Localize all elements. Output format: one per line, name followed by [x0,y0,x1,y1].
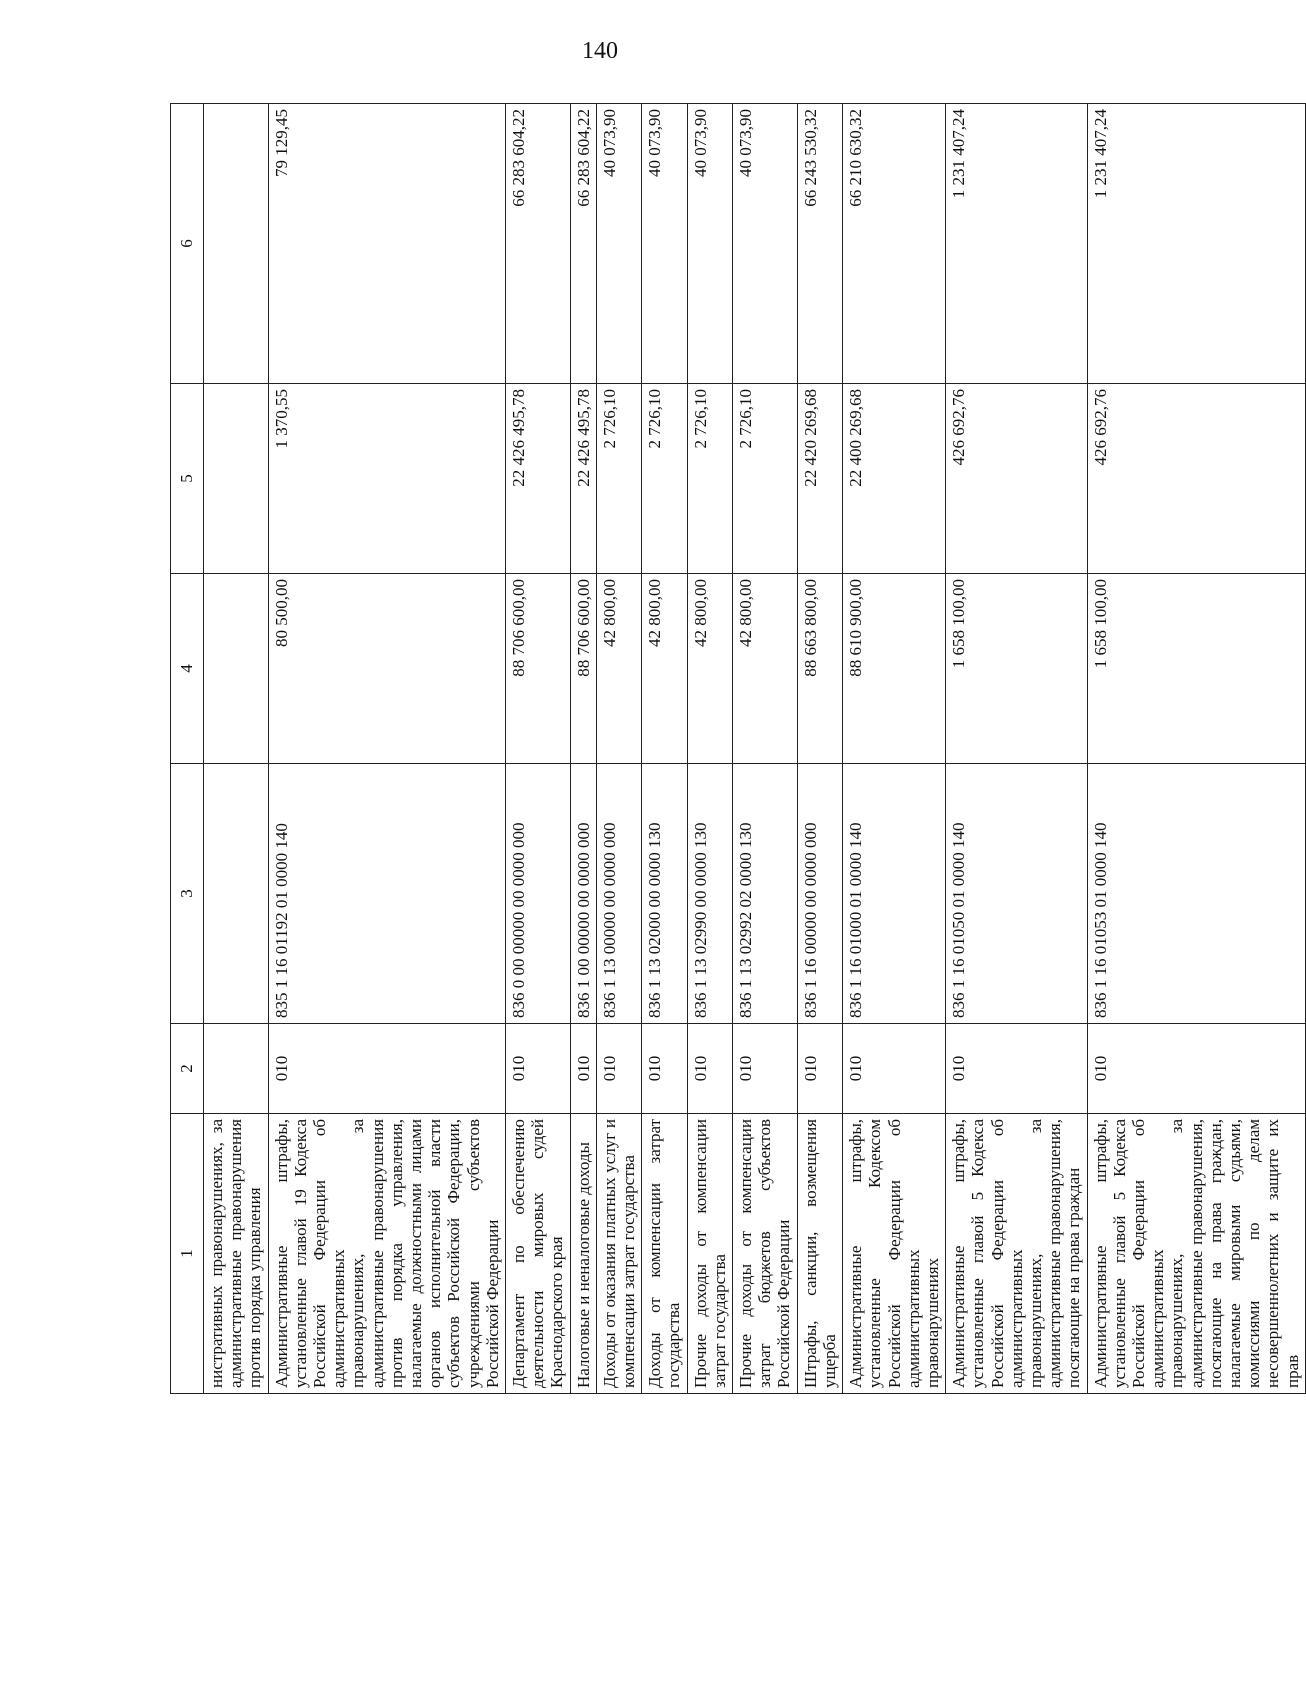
row-col5-value: 426 692,76 [1087,384,1305,574]
row-description: Административные штрафы, установленные главой 5 Кодекса Российской Федерации об административных правонарушениях, за административные правонарушения, посягающие на права граждан [946,1114,1087,1394]
row-col4-value: 88 706 600,00 [570,574,596,764]
row-col6-value: 66 283 604,22 [506,104,571,384]
table-row [506,104,571,1394]
column-header: 5 [171,384,204,574]
row-budget-code: 836 0 00 00000 00 0000 000 [506,764,571,1024]
row-col4-value: 42 800,00 [642,574,687,764]
row-col5-value: 2 726,10 [687,384,732,574]
row-col4-value: 42 800,00 [687,574,732,764]
column-header: 6 [171,104,204,384]
table-row [733,104,798,1394]
row-budget-code: 836 1 16 01050 01 0000 140 [946,764,1087,1024]
header-row [171,104,204,1394]
row-budget-code: 836 1 13 02000 00 0000 130 [642,764,687,1024]
row-budget-code: 836 1 13 02990 00 0000 130 [687,764,732,1024]
row-col5-value: 2 726,10 [596,384,641,574]
row-code: 010 [733,1024,798,1114]
column-header: 4 [171,574,204,764]
row-description: Налоговые и неналоговые доходы [570,1114,596,1394]
row-col5-value: 22 400 269,68 [843,384,946,574]
row-col5-value: 426 692,76 [946,384,1087,574]
row-code: 010 [506,1024,571,1114]
row-col4-value [204,574,269,764]
row-col6-value: 66 210 630,32 [843,104,946,384]
row-budget-code: 836 1 16 01000 01 0000 140 [843,764,946,1024]
row-col5-value: 2 726,10 [733,384,798,574]
row-col4-value: 88 610 900,00 [843,574,946,764]
row-code: 010 [1087,1024,1305,1114]
row-code: 010 [687,1024,732,1114]
row-col4-value: 1 658 100,00 [946,574,1087,764]
row-col6-value: 1 231 407,24 [1087,104,1305,384]
row-description: Доходы от оказания платных услуг и компенсации затрат государства [596,1114,641,1394]
row-col4-value: 42 800,00 [733,574,798,764]
row-col6-value: 79 129,45 [268,104,505,384]
row-description: Административные штрафы, установленные главой 5 Кодекса Российской Федерации об административных правонарушениях, за административные правонарушения, посягающие на права граждан, налагаемые мировыми судьями, комиссиями по делам несовершеннолетних и защите их прав [1087,1114,1305,1394]
row-code [204,1024,269,1114]
row-col4-value: 80 500,00 [268,574,505,764]
table-row [797,104,842,1394]
row-budget-code: 836 1 16 01053 01 0000 140 [1087,764,1305,1024]
row-col4-value: 42 800,00 [596,574,641,764]
row-description: нистративных правонарушениях, за административные правонарушения против порядка управления [204,1114,269,1394]
row-description: Доходы от компенсации затрат государства [642,1114,687,1394]
row-col6-value: 40 073,90 [687,104,732,384]
row-description: Прочие доходы от компенсации затрат государства [687,1114,732,1394]
row-description: Штрафы, санкции, возмещения ущерба [797,1114,842,1394]
row-code: 010 [268,1024,505,1114]
row-col5-value: 1 370,55 [268,384,505,574]
row-code: 010 [570,1024,596,1114]
row-code: 010 [642,1024,687,1114]
row-col6-value [204,104,269,384]
row-col5-value: 22 426 495,78 [570,384,596,574]
row-col6-value: 1 231 407,24 [946,104,1087,384]
row-col4-value: 88 663 800,00 [797,574,842,764]
row-col4-value: 1 658 100,00 [1087,574,1305,764]
row-code: 010 [843,1024,946,1114]
row-description: Прочие доходы от компенсации затрат бюджетов субъектов Российской Федерации [733,1114,798,1394]
row-budget-code: 836 1 00 00000 00 0000 000 [570,764,596,1024]
page-number: 140 [582,38,618,64]
row-code: 010 [596,1024,641,1114]
column-header: 2 [171,1024,204,1114]
row-col6-value: 66 283 604,22 [570,104,596,384]
row-col5-value: 22 426 495,78 [506,384,571,574]
table-row [843,104,946,1394]
row-budget-code: 836 1 13 00000 00 0000 000 [596,764,641,1024]
revenue-table [170,103,1306,1394]
row-col5-value: 22 420 269,68 [797,384,842,574]
row-code: 010 [946,1024,1087,1114]
row-col4-value: 88 706 600,00 [506,574,571,764]
row-col6-value: 40 073,90 [596,104,641,384]
row-col5-value [204,384,269,574]
table-row [570,104,596,1394]
table-row [1087,104,1305,1394]
table-row [268,104,505,1394]
row-budget-code: 836 1 16 00000 00 0000 000 [797,764,842,1024]
rotated-table-container [170,104,1302,1394]
column-header: 3 [171,764,204,1024]
row-code: 010 [797,1024,842,1114]
row-col6-value: 66 243 530,32 [797,104,842,384]
row-col6-value: 40 073,90 [733,104,798,384]
row-description: Департамент по обеспечению деятельности мировых судей Краснодарского края [506,1114,571,1394]
row-budget-code [204,764,269,1024]
table-row [596,104,641,1394]
table-row [687,104,732,1394]
table-row [204,104,269,1394]
table-row [946,104,1087,1394]
row-col6-value: 40 073,90 [642,104,687,384]
row-description: Административные штрафы, установленные Кодексом Российской Федерации об административных правонарушениях [843,1114,946,1394]
row-description: Административные штрафы, установленные главой 19 Кодекса Российской Федерации об административных правонарушениях, за административные правонарушения против порядка управления, налагаемые должностными лицами органов исполнительной власти субъектов Российской Федерации, учреждениями субъектов Российской Федерации [268,1114,505,1394]
row-budget-code: 836 1 13 02992 02 0000 130 [733,764,798,1024]
row-budget-code: 835 1 16 01192 01 0000 140 [268,764,505,1024]
row-col5-value: 2 726,10 [642,384,687,574]
column-header: 1 [171,1114,204,1394]
table-row [642,104,687,1394]
